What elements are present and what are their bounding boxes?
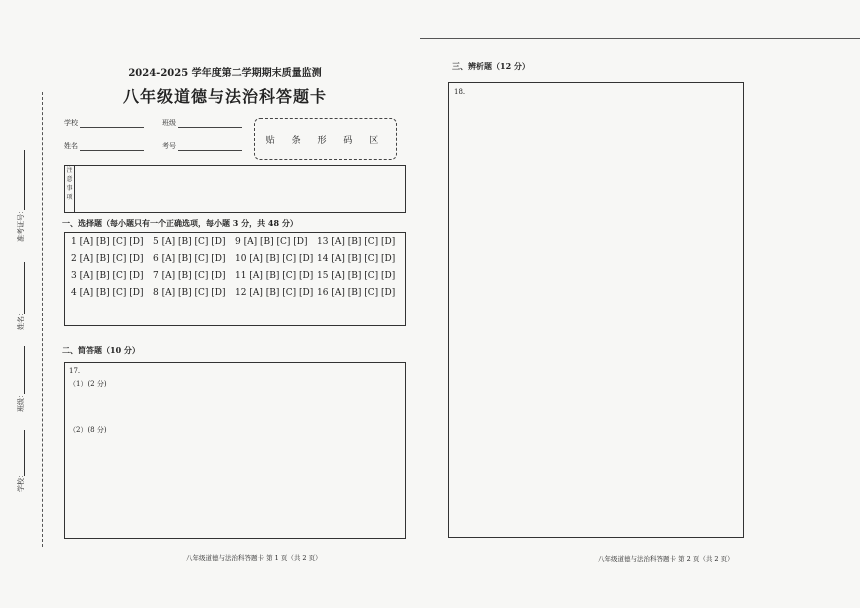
choice-item[interactable]: 14 [A] [B] [C] [D] bbox=[317, 254, 396, 264]
exam-no-field[interactable] bbox=[162, 141, 242, 151]
choice-item[interactable]: 15 [A] [B] [C] [D] bbox=[317, 271, 396, 281]
choice-item[interactable]: 3 [A] [B] [C] [D] bbox=[71, 271, 144, 281]
binding-name-label: 姓名： bbox=[17, 309, 25, 330]
choice-item[interactable]: 7 [A] [B] [C] [D] bbox=[153, 271, 226, 281]
notice-box bbox=[64, 165, 406, 213]
short-answer-box[interactable] bbox=[64, 362, 406, 539]
choice-item[interactable]: 11 [A] [B] [C] [D] bbox=[235, 271, 314, 281]
q17-number: 17. bbox=[69, 367, 81, 375]
binding-fold-line bbox=[42, 92, 43, 547]
binding-class-line bbox=[24, 346, 25, 394]
choice-item[interactable]: 9 [A] [B] [C] [D] bbox=[235, 237, 308, 247]
top-rule bbox=[420, 38, 860, 39]
name-field[interactable] bbox=[64, 141, 144, 151]
q18-number: 18. bbox=[454, 88, 466, 96]
choice-item[interactable]: 12 [A] [B] [C] [D] bbox=[235, 288, 314, 298]
choice-row bbox=[71, 288, 399, 298]
class-label: 班级 bbox=[162, 119, 176, 127]
choice-row bbox=[71, 271, 399, 281]
binding-exam-id-line bbox=[24, 150, 25, 210]
choice-item[interactable]: 8 [A] [B] [C] [D] bbox=[153, 288, 226, 298]
exam-title: 2024-2025 学年度第二学期期末质量监测 bbox=[128, 68, 322, 79]
analysis-answer-box[interactable] bbox=[448, 82, 744, 538]
binding-exam-id-label: 准考证号： bbox=[17, 207, 25, 242]
binding-school-line bbox=[24, 430, 25, 476]
class-field[interactable] bbox=[162, 118, 242, 128]
exam-no-label: 考号 bbox=[162, 142, 176, 150]
page2-footer: 八年级道德与法治科答题卡 第 2 页（共 2 页） bbox=[598, 555, 734, 563]
school-blank[interactable] bbox=[80, 119, 144, 128]
choice-item[interactable]: 5 [A] [B] [C] [D] bbox=[153, 237, 226, 247]
section3-title: 三、辨析题（12 分） bbox=[452, 61, 530, 71]
binding-class-label: 班级： bbox=[17, 391, 25, 412]
binding-name-line bbox=[24, 262, 25, 314]
choice-row bbox=[71, 237, 399, 247]
binding-school-label: 学校： bbox=[17, 471, 25, 492]
answer-card-title: 八年级道德与法治科答题卡 bbox=[122, 87, 327, 106]
name-label: 姓名 bbox=[64, 142, 78, 150]
choice-item[interactable]: 1 [A] [B] [C] [D] bbox=[71, 237, 144, 247]
q17-part2-label: （2）(8 分) bbox=[69, 426, 107, 434]
choice-row bbox=[71, 254, 399, 264]
name-blank[interactable] bbox=[80, 142, 144, 151]
choice-item[interactable]: 10 [A] [B] [C] [D] bbox=[235, 254, 314, 264]
choice-item[interactable]: 2 [A] [B] [C] [D] bbox=[71, 254, 144, 264]
notice-label: 注意事项 bbox=[65, 166, 75, 212]
barcode-area: 贴 条 形 码 区 bbox=[254, 118, 397, 160]
q17-part1-label: （1）(2 分) bbox=[69, 380, 107, 388]
school-field[interactable] bbox=[64, 118, 144, 128]
choice-item[interactable]: 13 [A] [B] [C] [D] bbox=[317, 237, 396, 247]
page1-footer: 八年级道德与法治科答题卡 第 1 页（共 2 页） bbox=[186, 554, 322, 562]
school-label: 学校 bbox=[64, 119, 78, 127]
choice-item[interactable]: 6 [A] [B] [C] [D] bbox=[153, 254, 226, 264]
choice-item[interactable]: 4 [A] [B] [C] [D] bbox=[71, 288, 144, 298]
section1-title: 一、选择题（每小题只有一个正确选项，每小题 3 分，共 48 分） bbox=[62, 218, 298, 228]
choice-answer-box bbox=[64, 232, 406, 326]
class-blank[interactable] bbox=[178, 119, 242, 128]
exam-no-blank[interactable] bbox=[178, 142, 242, 151]
section2-title: 二、简答题（10 分） bbox=[62, 345, 140, 355]
choice-item[interactable]: 16 [A] [B] [C] [D] bbox=[317, 288, 396, 298]
